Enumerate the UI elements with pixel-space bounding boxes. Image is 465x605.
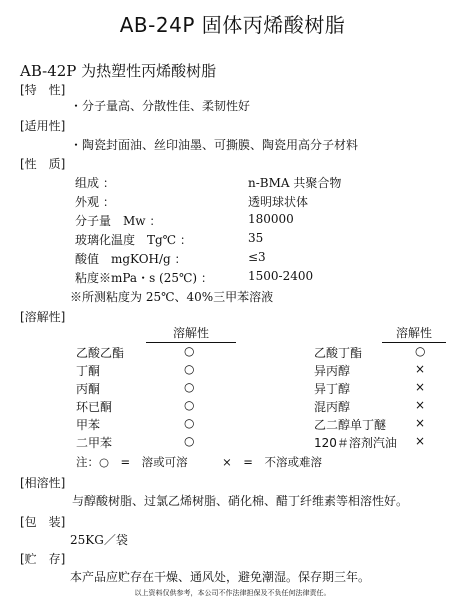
solubility-mark: × xyxy=(415,434,426,448)
solvent-name: 乙二醇单丁醚 xyxy=(314,418,387,432)
solubility-legend: 注：○ = 溶或可溶 × = 不溶或难溶 xyxy=(76,455,322,469)
applications-text: ・陶瓷封面油、丝印油墨、可撕膜、陶瓷用高分子材料 xyxy=(70,138,359,152)
solubility-mark: × xyxy=(415,362,426,376)
solubility-mark: ○ xyxy=(184,362,195,376)
solvent-name: 丁酮 xyxy=(76,364,101,378)
property-value: 1500-2400 xyxy=(248,269,314,283)
solvent-name: 乙酸丁酯 xyxy=(314,346,363,360)
solubility-mark: ○ xyxy=(184,398,195,412)
property-value: 透明球状体 xyxy=(248,195,309,209)
compatibility-heading: [相溶性] xyxy=(20,476,66,490)
solvent-name: 乙酸乙酯 xyxy=(76,346,125,360)
features-heading: [特 性] xyxy=(20,83,66,97)
solvent-name: 甲苯 xyxy=(76,418,101,432)
property-label: 外观 ： xyxy=(75,195,115,209)
compatibility-text: 与醇酸树脂、过氯乙烯树脂、硝化棉、醋丁纤维素等相溶性好。 xyxy=(72,494,409,508)
property-value: ≤3 xyxy=(248,250,266,264)
property-label: 玻璃化温度 Tg℃ ： xyxy=(75,233,192,247)
disclaimer-footer: 以上资料仅供参考，本公司不作法律担保及不负任何法律责任。 xyxy=(134,589,331,597)
solubility-mark: ○ xyxy=(184,434,195,448)
solvent-name: 二甲苯 xyxy=(76,436,113,450)
packaging-text: 25KG／袋 xyxy=(70,533,128,547)
solubility-mark: × xyxy=(415,380,426,394)
solubility-column-header: 溶解性 xyxy=(382,324,446,343)
property-label: 粘度※mPa・s (25℃) ： xyxy=(75,271,213,285)
solubility-heading: [溶解性] xyxy=(20,310,66,324)
solubility-column-header: 溶解性 xyxy=(146,324,236,343)
solubility-mark: ○ xyxy=(184,344,195,358)
applications-heading: [适用性] xyxy=(20,119,66,133)
property-value: 35 xyxy=(248,231,264,245)
properties-heading: [性 质] xyxy=(20,157,66,171)
solvent-name: 丙酮 xyxy=(76,382,101,396)
property-label: 分子量 Mw ： xyxy=(75,214,162,228)
solubility-mark: ○ xyxy=(415,344,426,358)
solubility-mark: ○ xyxy=(184,380,195,394)
solvent-name: 120＃溶剂汽油 xyxy=(314,436,397,450)
product-description: AB-42P 为热塑性丙烯酸树脂 xyxy=(20,62,217,80)
solvent-name: 异丁醇 xyxy=(314,382,351,396)
storage-text: 本产品应贮存在干燥、通风处，避免潮湿。保存期三年。 xyxy=(70,570,371,584)
property-label: 组成 ： xyxy=(75,176,115,190)
packaging-heading: [包 装] xyxy=(20,515,66,529)
solvent-name: 异丙醇 xyxy=(314,364,351,378)
property-label: 酸值 mgKOH/g ： xyxy=(75,252,187,266)
solubility-mark: × xyxy=(415,416,426,430)
solubility-mark: × xyxy=(415,398,426,412)
property-value: 180000 xyxy=(248,212,294,226)
viscosity-note: ※所测粘度为 25℃、40%三甲苯溶液 xyxy=(70,290,274,304)
property-value: n-BMA 共聚合物 xyxy=(248,176,342,190)
solvent-name: 混丙醇 xyxy=(314,400,351,414)
solvent-name: 环已酮 xyxy=(76,400,113,414)
features-text: ・分子量高、分散性佳、柔韧性好 xyxy=(70,99,251,113)
page-title: AB-24P 固体丙烯酸树脂 xyxy=(119,13,346,37)
solubility-mark: ○ xyxy=(184,416,195,430)
storage-heading: [贮 存] xyxy=(20,552,66,566)
